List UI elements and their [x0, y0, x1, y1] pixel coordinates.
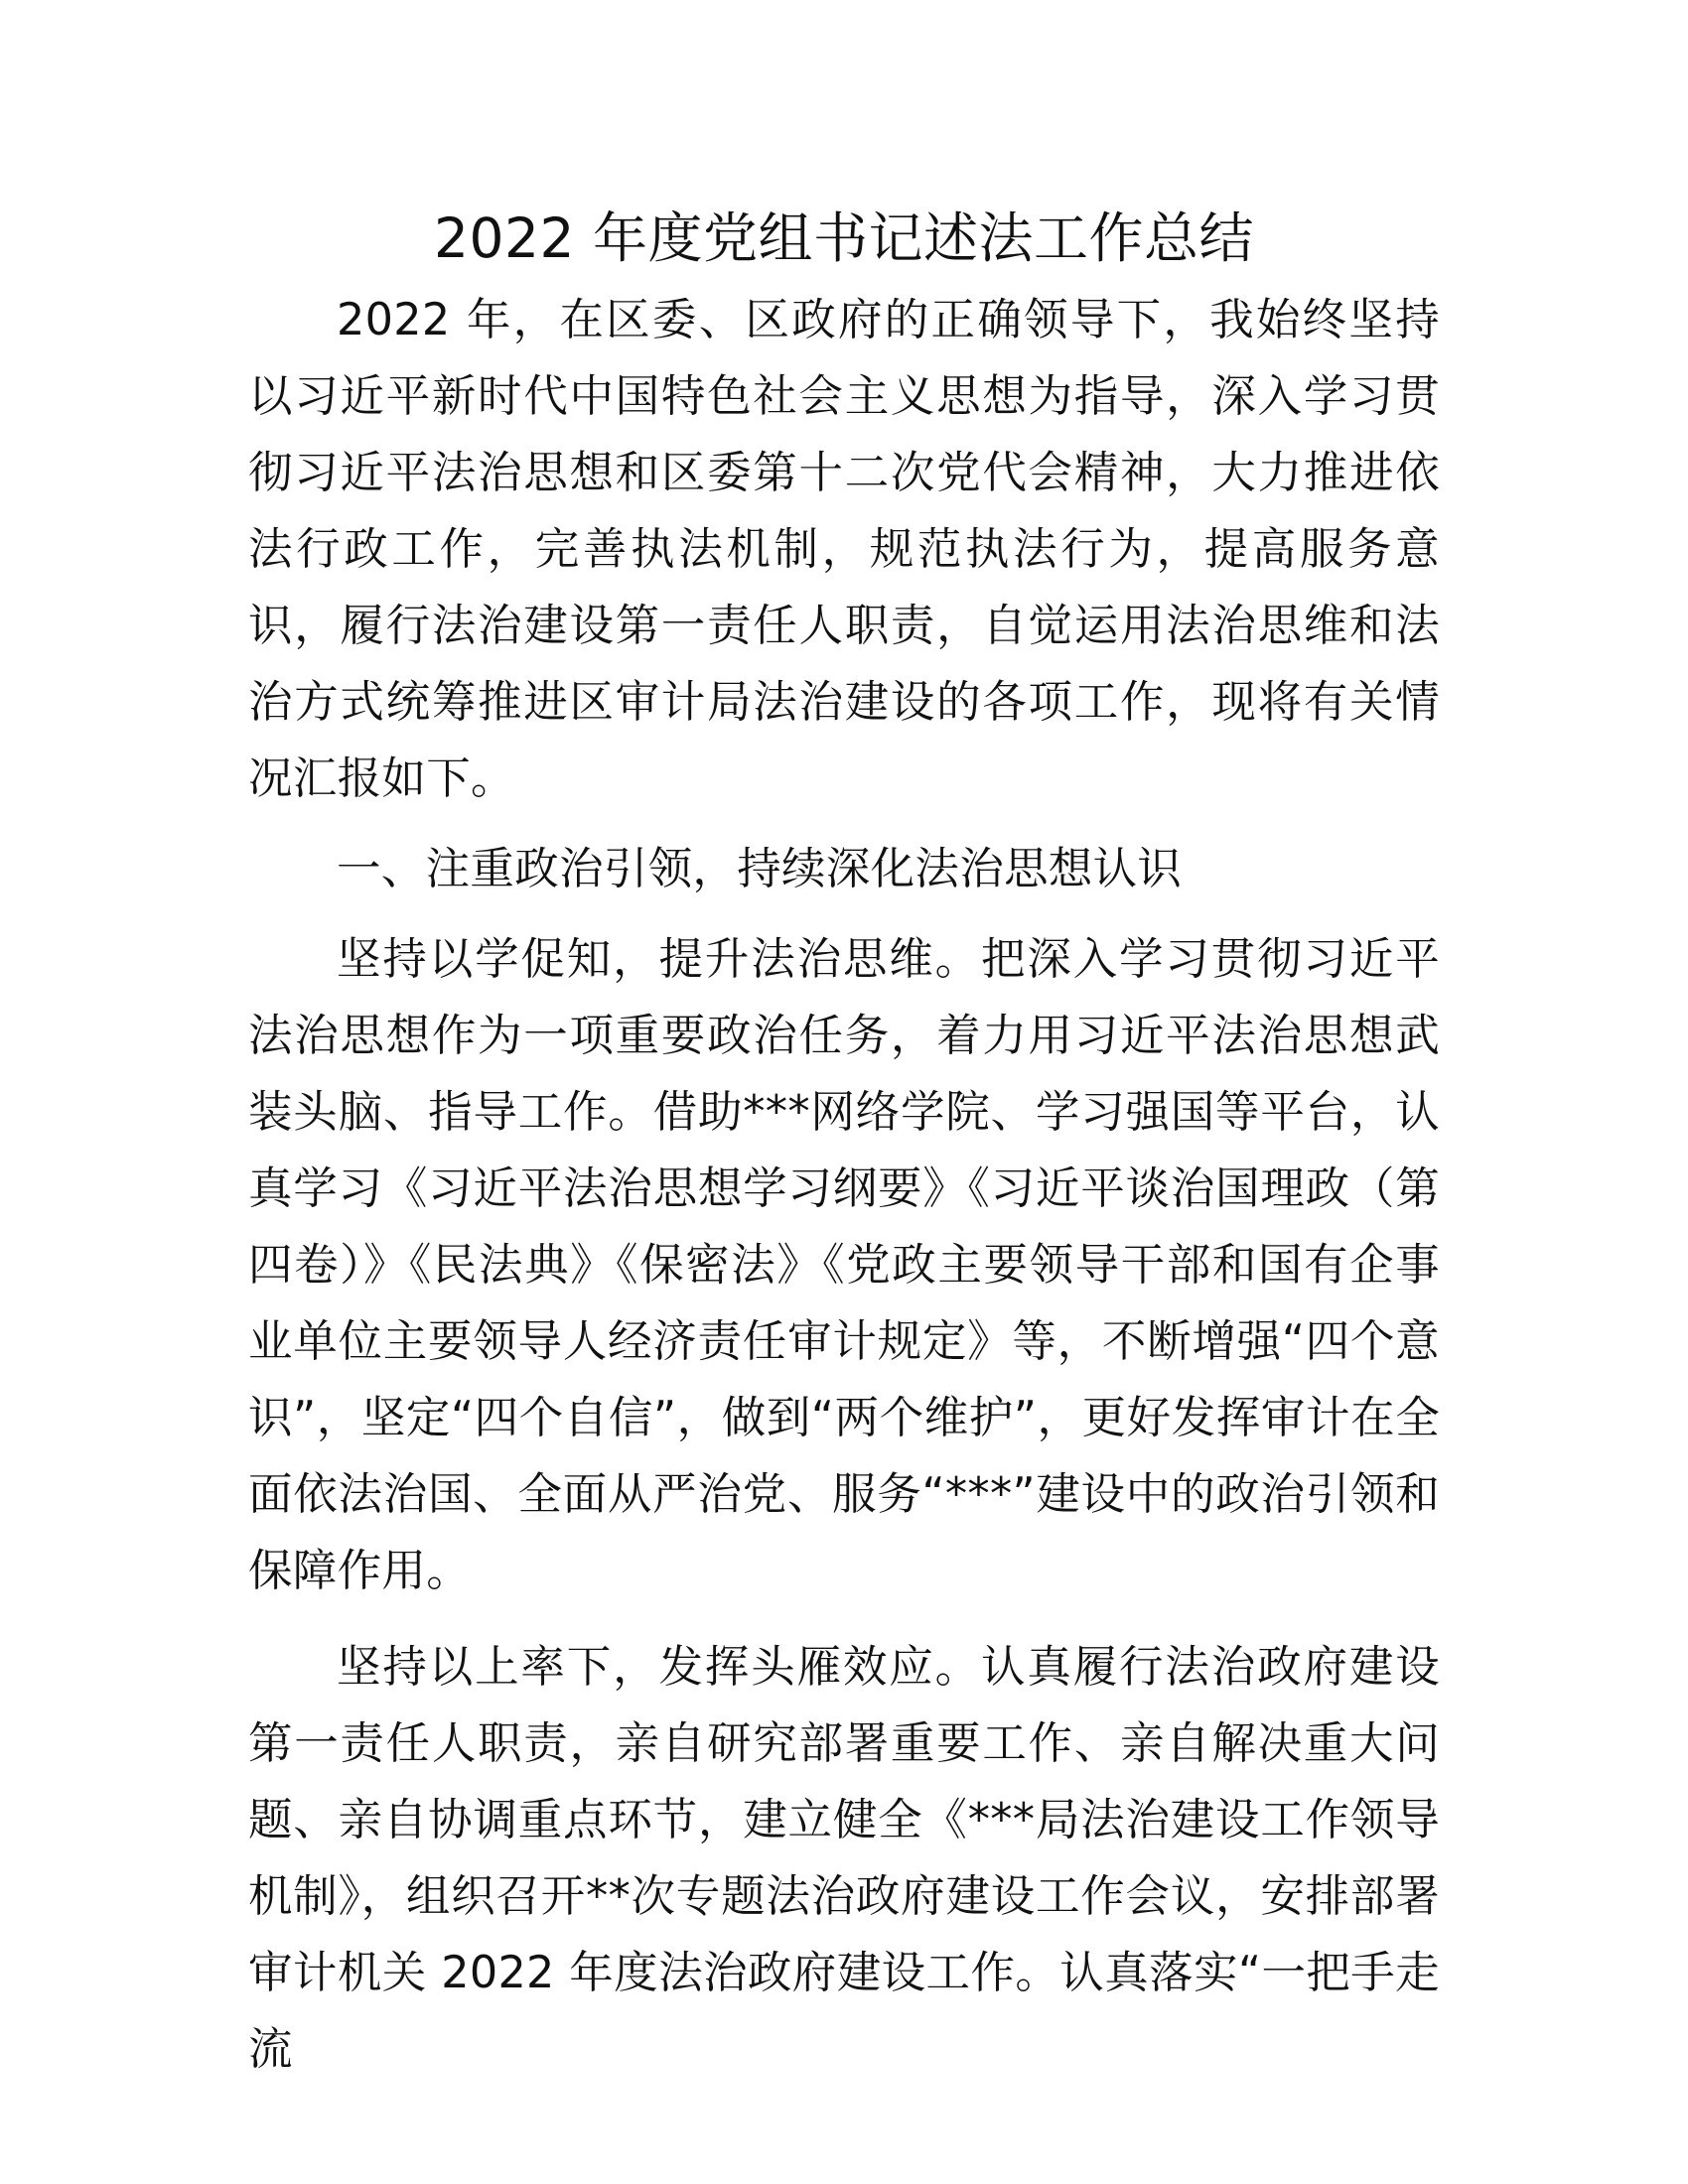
section-heading-1: 一、注重政治引领，持续深化法治思想认识	[337, 844, 1183, 894]
document-body	[248, 199, 1440, 2088]
body-paragraph-leadership: 坚持以上率下，发挥头雁效应。认真履行法治政府建设第一责任人职责，亲自研究部署重要工作、亲自解决重大问题、亲自协调重点环节，建立健全《***局法治建设工作领导机制》，组织召开**次专题法治政府建设工作会议，安排部署审计机关 2022 年度法治政府建设工作。认真落实“一把手走流	[248, 1642, 1440, 2075]
intro-paragraph: 2022 年，在区委、区政府的正确领导下，我始终坚持以习近平新时代中国特色社会主义思想为指导，深入学习贯彻习近平法治思想和区委第十二次党代会精神，大力推进依法行政工作，完善执法机制，规范执法行为，提高服务意识，履行法治建设第一责任人职责，自觉运用法治思维和法治方式统筹推进区审计局法治建设的各项工作，现将有关情况汇报如下。	[248, 295, 1440, 804]
document-title: 2022 年度党组书记述法工作总结	[434, 206, 1254, 270]
body-paragraph-learning: 坚持以学促知，提升法治思维。把深入学习贯彻习近平法治思想作为一项重要政治任务，着力用习近平法治思想武装头脑、指导工作。借助***网络学院、学习强国等平台，认真学习《习近平法治思想学习纲要》《习近平谈治国理政（第四卷）》《民法典》《保密法》《党政主要领导干部和国有企事业单位主要领导人经济责任审计规定》等，不断增强“四个意识”，坚定“四个自信”，做到“两个维护”，更好发挥审计在全面依法治国、全面从严治党、服务“***”建设中的政治引领和保障作用。	[248, 934, 1440, 1596]
